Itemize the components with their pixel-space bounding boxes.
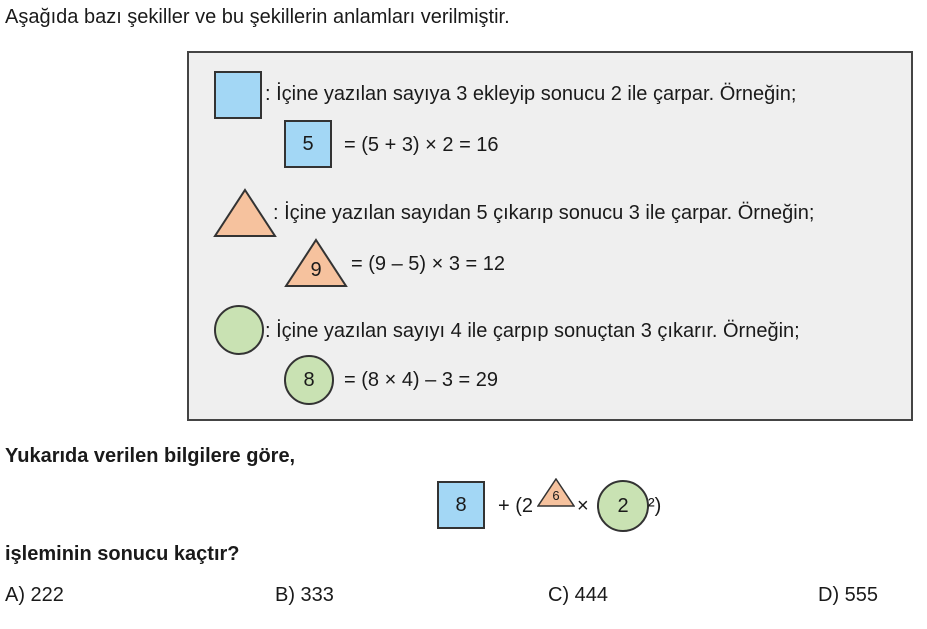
circle-rule-text: : İçine yazılan sayıyı 4 ile çarpıp sonuçtan 3 çıkarır. Örneğin; xyxy=(265,320,800,342)
expr-circle-value: 2 xyxy=(617,494,629,517)
triangle-example-result: = (9 – 5) × 3 = 12 xyxy=(351,253,505,275)
expr-triangle-value: 6 xyxy=(552,488,560,503)
triangle-shape-icon xyxy=(213,188,277,238)
triangle-rule-text: : İçine yazılan sayıdan 5 çıkarıp sonucu 3 ile çarpar. Örneğin; xyxy=(273,202,815,224)
square-rule-text: : İçine yazılan sayıya 3 ekleyip sonucu 2 ile çarpar. Örneğin; xyxy=(265,83,797,105)
choice-d[interactable]: D) 555 xyxy=(818,584,879,606)
square-example-shape xyxy=(284,120,332,168)
circle-shape-icon xyxy=(214,305,264,355)
intro-text: Aşağıda bazı şekiller ve bu şekillerin anlamları verilmiştir. xyxy=(5,6,510,28)
expr-times: × xyxy=(577,495,589,517)
expr-circle-shape xyxy=(597,480,649,532)
square-example-value: 5 xyxy=(302,132,314,155)
square-example-result: = (5 + 3) × 2 = 16 xyxy=(344,134,499,156)
choice-a[interactable]: A) 222 xyxy=(5,584,64,606)
expr-square-value: 8 xyxy=(455,493,467,516)
question-prompt: işleminin sonucu kaçtır? xyxy=(5,543,240,565)
expr-plus-open: + (2 xyxy=(498,495,534,517)
question-lead: Yukarıda verilen bilgilere göre, xyxy=(5,445,296,467)
circle-example-value: 8 xyxy=(303,368,315,391)
choice-b[interactable]: B) 333 xyxy=(275,584,334,606)
square-shape-icon xyxy=(214,71,262,119)
expr-square-shape xyxy=(437,481,485,529)
rules-box xyxy=(187,51,913,421)
expr-close: ²) xyxy=(648,495,662,517)
circle-example-result: = (8 × 4) – 3 = 29 xyxy=(344,369,498,391)
circle-example-shape xyxy=(284,355,334,405)
triangle-example-value: 9 xyxy=(310,259,322,281)
choice-c[interactable]: C) 444 xyxy=(548,584,609,606)
